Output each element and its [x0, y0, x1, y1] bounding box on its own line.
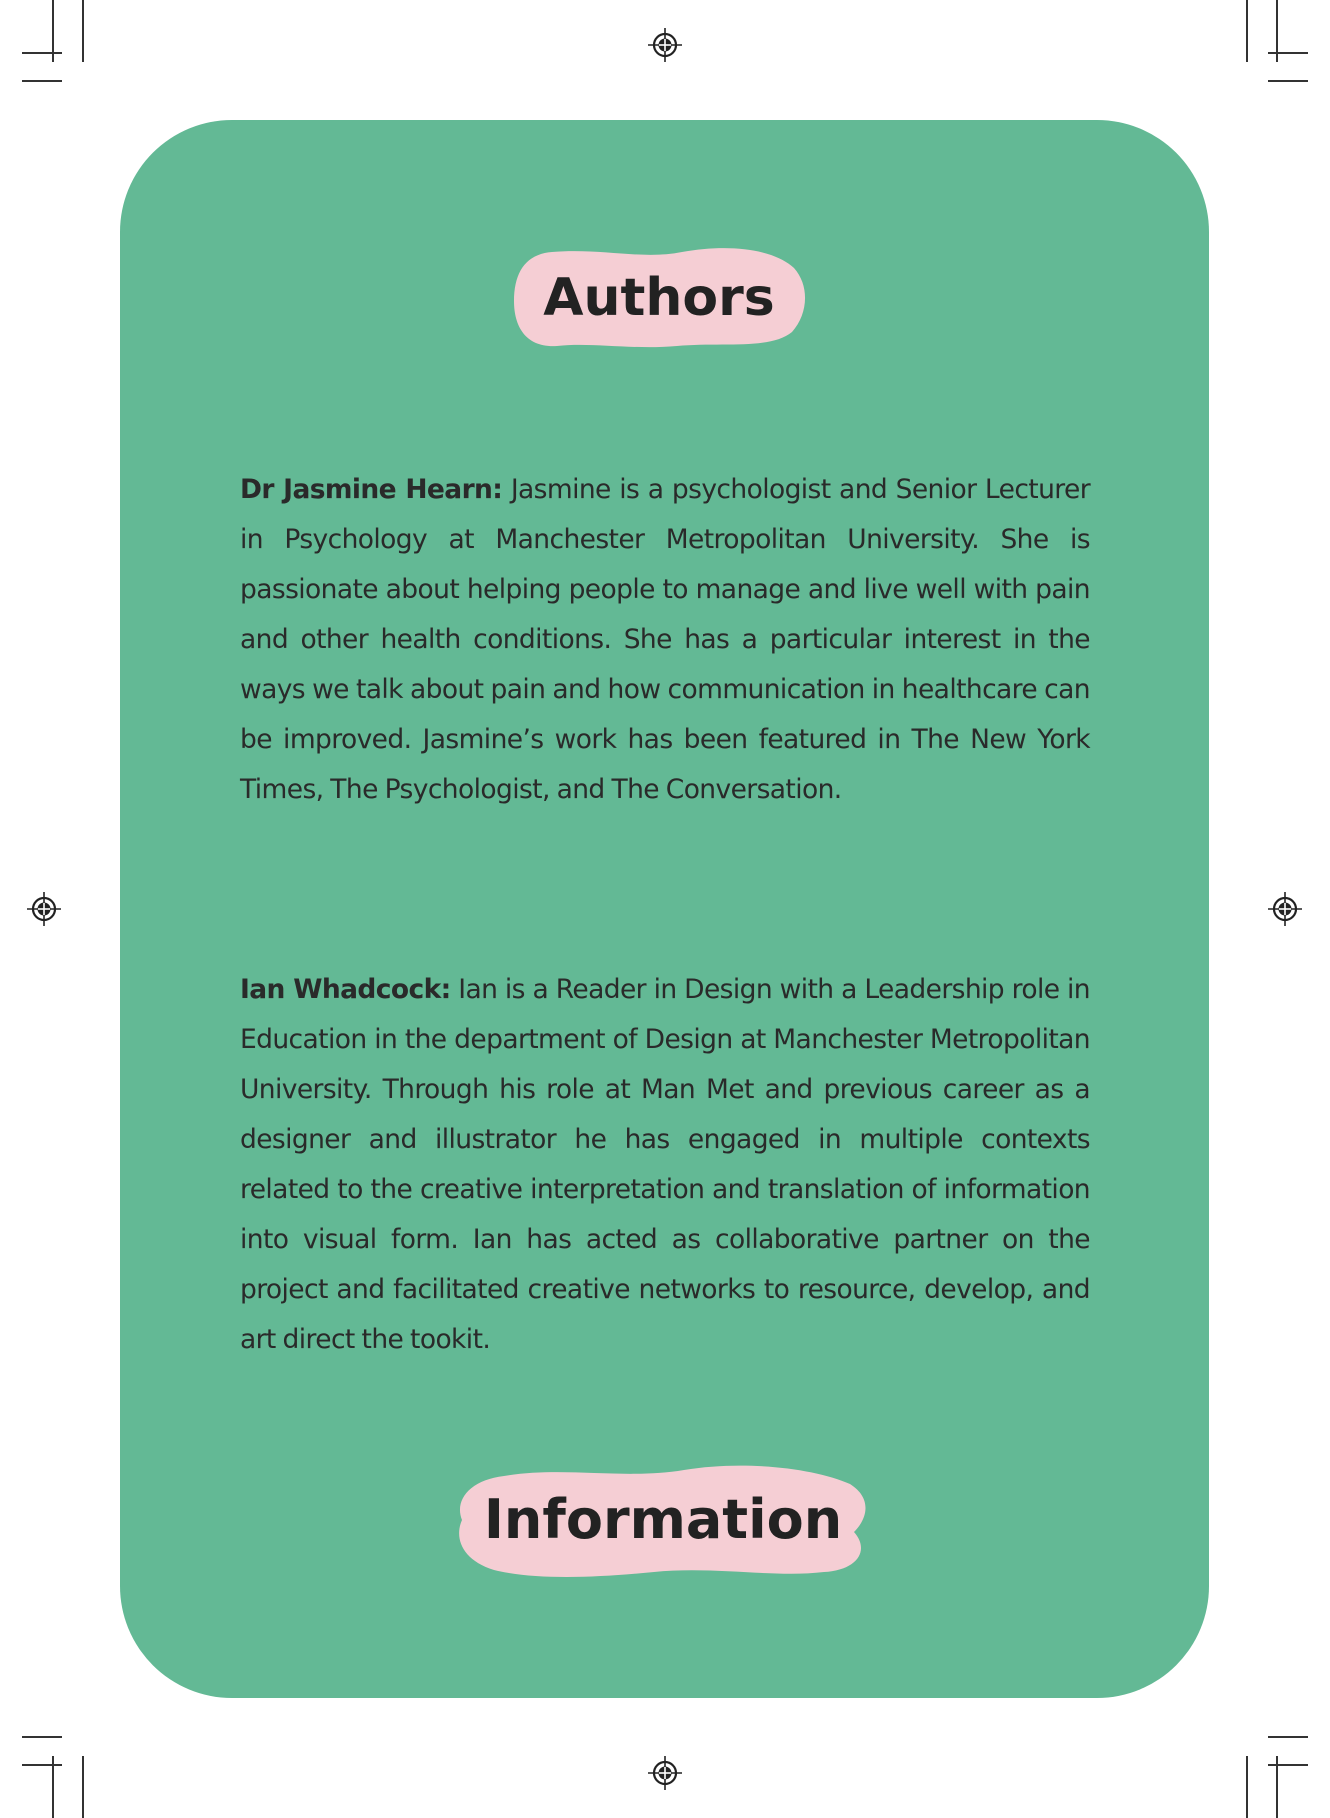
- crop-mark: [22, 80, 62, 82]
- author-bio: Jasmine is a psychologist and Senior Lecturer in Psychology at Manchester Metropolitan University. She is passionate about helping people to manage and live well with pain and other health conditions. She has a particular interest in the ways we talk about pain and how communication in healthcare can be improved. Jasmine’s work has been featured in The New York Times, The Psychologist, and The Conversation.: [240, 474, 1090, 805]
- crop-mark: [1268, 80, 1308, 82]
- crop-mark: [82, 1756, 84, 1818]
- author-bio-paragraph: [240, 965, 1090, 1365]
- author-name: Ian Whadcock:: [240, 974, 451, 1005]
- crop-mark: [22, 1736, 62, 1738]
- crop-mark: [1268, 1736, 1308, 1738]
- information-heading-pill: [454, 1462, 872, 1580]
- author-name: Dr Jasmine Hearn:: [240, 474, 503, 505]
- registration-mark-icon: [646, 26, 684, 64]
- crop-mark: [22, 52, 62, 54]
- authors-heading-pill: [512, 246, 806, 350]
- crop-mark: [52, 0, 54, 62]
- author-bio-paragraph: [240, 465, 1090, 815]
- crop-mark: [1276, 1756, 1278, 1818]
- information-heading: Information: [483, 1488, 843, 1551]
- crop-mark: [1246, 0, 1248, 62]
- registration-mark-icon: [646, 1754, 684, 1792]
- crop-mark: [52, 1756, 54, 1818]
- crop-mark: [22, 1764, 62, 1766]
- authors-heading: Authors: [543, 268, 775, 328]
- crop-mark: [1268, 1764, 1308, 1766]
- registration-mark-icon: [1266, 890, 1304, 928]
- crop-mark: [82, 0, 84, 62]
- crop-mark: [1268, 52, 1308, 54]
- registration-mark-icon: [25, 890, 63, 928]
- author-bio: Ian is a Reader in Design with a Leadership role in Education in the department of Design at Manchester Metropolitan University. Through his role at Man Met and previous career as a designer and illustrator he has engaged in multiple contexts related to the creative interpretation and translation of information into visual form. Ian has acted as collaborative partner on the project and facilitated creative networks to resource, develop, and art direct the tookit.: [240, 974, 1090, 1355]
- crop-mark: [1246, 1756, 1248, 1818]
